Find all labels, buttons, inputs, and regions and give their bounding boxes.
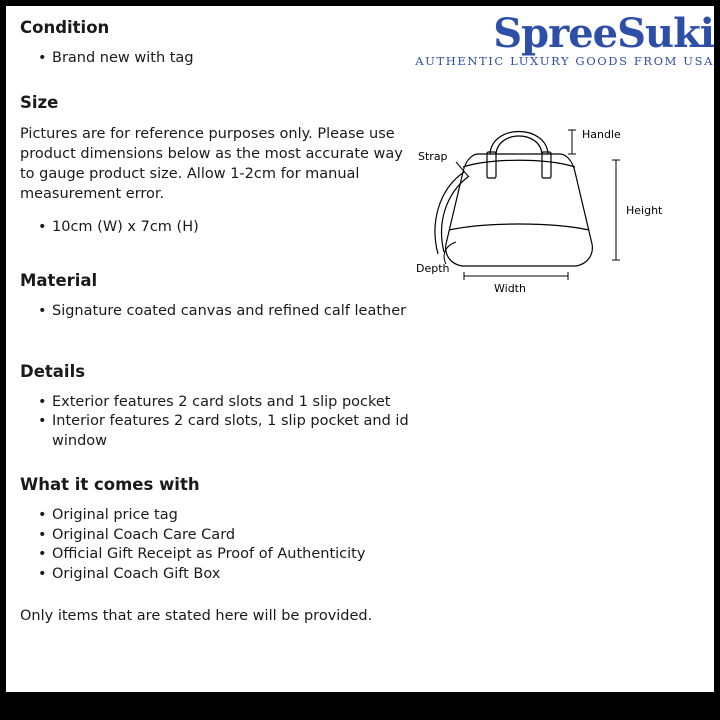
- heading-condition: Condition: [20, 18, 110, 37]
- list-item: • Exterior features 2 card slots and 1 slip pocket: [52, 393, 420, 413]
- footer-note: Only items that are stated here will be provided.: [20, 608, 373, 624]
- brand-name: SpreeSuki: [493, 12, 714, 57]
- label-width: Width: [494, 282, 526, 294]
- label-depth: Depth: [416, 262, 450, 275]
- heading-details: Details: [20, 361, 86, 381]
- list-item: • Original Coach Care Card: [52, 526, 420, 546]
- description-content: [20, 18, 420, 624]
- list-item: • Original Coach Gift Box: [52, 565, 420, 585]
- heading-size: Size: [20, 92, 59, 112]
- list-size: [20, 218, 420, 238]
- list-item: • Official Gift Receipt as Proof of Authenticity: [52, 545, 420, 565]
- size-paragraph: Pictures are for reference purposes only. Please use product dimensions below as the most accurate way to gauge product size. Allow 1-2cm for manual measurement error.: [20, 125, 403, 202]
- brand-tagline: AUTHENTIC LUXURY GOODS FROM USA: [415, 54, 714, 68]
- heading-comes-with: What it comes with: [20, 475, 200, 494]
- list-condition: [20, 49, 420, 69]
- label-handle: Handle: [582, 128, 621, 141]
- bag-dimensions-diagram: [416, 94, 714, 294]
- list-comes-with: [20, 506, 420, 584]
- list-material: [20, 302, 420, 322]
- list-item: • Signature coated canvas and refined calf leather: [52, 302, 420, 322]
- label-height: Height: [626, 204, 663, 217]
- list-item: • Interior features 2 card slots, 1 slip pocket and id window: [52, 412, 420, 451]
- list-item: • 10cm (W) x 7cm (H): [52, 218, 420, 238]
- list-details: [20, 393, 420, 452]
- list-item: • Original price tag: [52, 506, 420, 526]
- list-item: • Brand new with tag: [52, 49, 420, 69]
- heading-material: Material: [20, 271, 98, 290]
- brand-logo: [414, 12, 714, 68]
- label-strap: Strap: [418, 150, 448, 163]
- product-description-page: [6, 6, 714, 692]
